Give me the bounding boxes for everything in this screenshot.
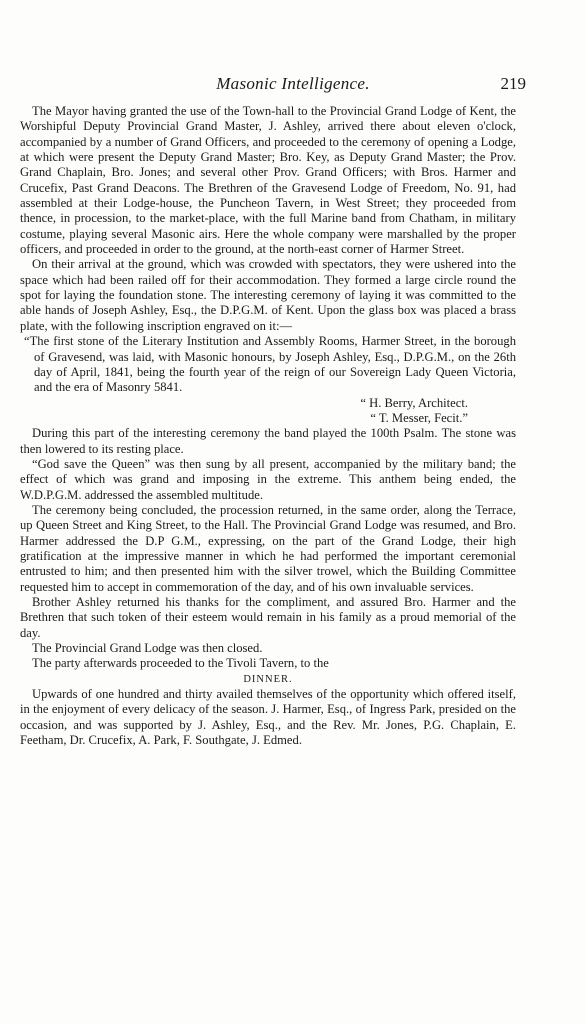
section-heading-dinner: DINNER. [243, 673, 293, 685]
inscription-fecit: “ T. Messer, Fecit.” [370, 410, 468, 425]
paragraph-procession-return: The ceremony being concluded, the procession returned, in the same order, along the Terrace, up Queen Street and King Street, to the Hall. The Provincial Grand Lodge was resumed, and Bro. Harmer addressed the D.P G.M., expressing, on the part of the Grand Lodge, their high gratification at the impressive manner in which he had performed the important ceremonial entrusted to him; and then presented him with the silver trowel, which the Building Committee requested him to accept in commemoration of the day, and of his own invaluable services. [20, 502, 516, 594]
paragraph-anthem: “God save the Queen” was then sung by all present, accompanied by the military band; the effect of which was grand and imposing in the extreme. This anthem being ended, the W.D.P.G.M. addressed the assembled multitude. [20, 456, 516, 502]
inscription-architect: “ H. Berry, Architect. [360, 395, 468, 410]
paragraph-psalm: During this part of the interesting ceremony the band played the 100th Psalm. The stone was then lowered to its resting place. [20, 426, 516, 456]
article-body [20, 104, 516, 748]
paragraph-tivoli: The party afterwards proceeded to the Tivoli Tavern, to the [32, 656, 329, 671]
paragraph-ashley-thanks: Brother Ashley returned his thanks for the compliment, and assured Bro. Harmer and the Brethren that such token of their esteem would remain in his family as a proud memorial of the day. [20, 595, 516, 640]
page-header [20, 74, 566, 96]
inscription-quote: “The first stone of the Literary Institution and Assembly Rooms, Harmer Street, in the borough of Gravesend, was laid, with Masonic honours, by Joseph Ashley, Esq., D.P.G.M., on the 26th day of April, 1841, being the fourth year of the reign of our Sovereign Lady Queen Victoria, and the era of Masonry 5841. [24, 334, 516, 395]
page-number: 219 [500, 74, 526, 93]
paragraph-lodge-closed: The Provincial Grand Lodge was then closed. [32, 641, 263, 656]
running-title: Masonic Intelligence. [216, 74, 370, 93]
paragraph-dinner: Upwards of one hundred and thirty availed themselves of the opportunity which offered itself, in the enjoyment of every delicacy of the season. J. Harmer, Esq., of Ingress Park, presided on the occasion, and was supported by J. Ashley, Esq., and the Rev. Mr. Jones, P.G. Chaplain, E. Feetham, Dr. Crucefix, A. Park, F. Southgate, J. Edmed. [20, 687, 516, 748]
paragraph-arrival: On their arrival at the ground, which was crowded with spectators, they were ushered into the space which had been railed off for their accommodation. They formed a large circle round the spot for laying the foundation stone. The interesting ceremony of laying it was committed to the able hands of Joseph Ashley, Esq., the D.P.G.M. of Kent. Upon the glass box was placed a brass plate, with the following inscription engraved on it:— [20, 257, 516, 333]
paragraph-town-hall: The Mayor having granted the use of the Town-hall to the Provincial Grand Lodge of Kent, the Worshipful Deputy Provincial Grand Master, J. Ashley, arrived there about eleven o'clock, accompanied by a number of Grand Officers, and proceeded to the ceremony of opening a Lodge, at which were present the Deputy Grand Master; Bro. Key, as Deputy Grand Master; the Prov. Grand Chaplain, Bro. Jones; and several other Prov. Grand Officers; with Bros. Harmer and Crucefix, Past Grand Deacons. The Brethren of the Gravesend Lodge of Freedom, No. 91, had assembled at their Lodge-house, the Puncheon Tavern, in West Street; they proceeded from thence, in procession, to the market-place, with the full Marine band from Chatham, in military costume, playing several Masonic airs. Here the whole company were marshalled by the proper officers, and proceeded in order to the ground, at the north-east corner of Harmer Street. [20, 104, 516, 257]
